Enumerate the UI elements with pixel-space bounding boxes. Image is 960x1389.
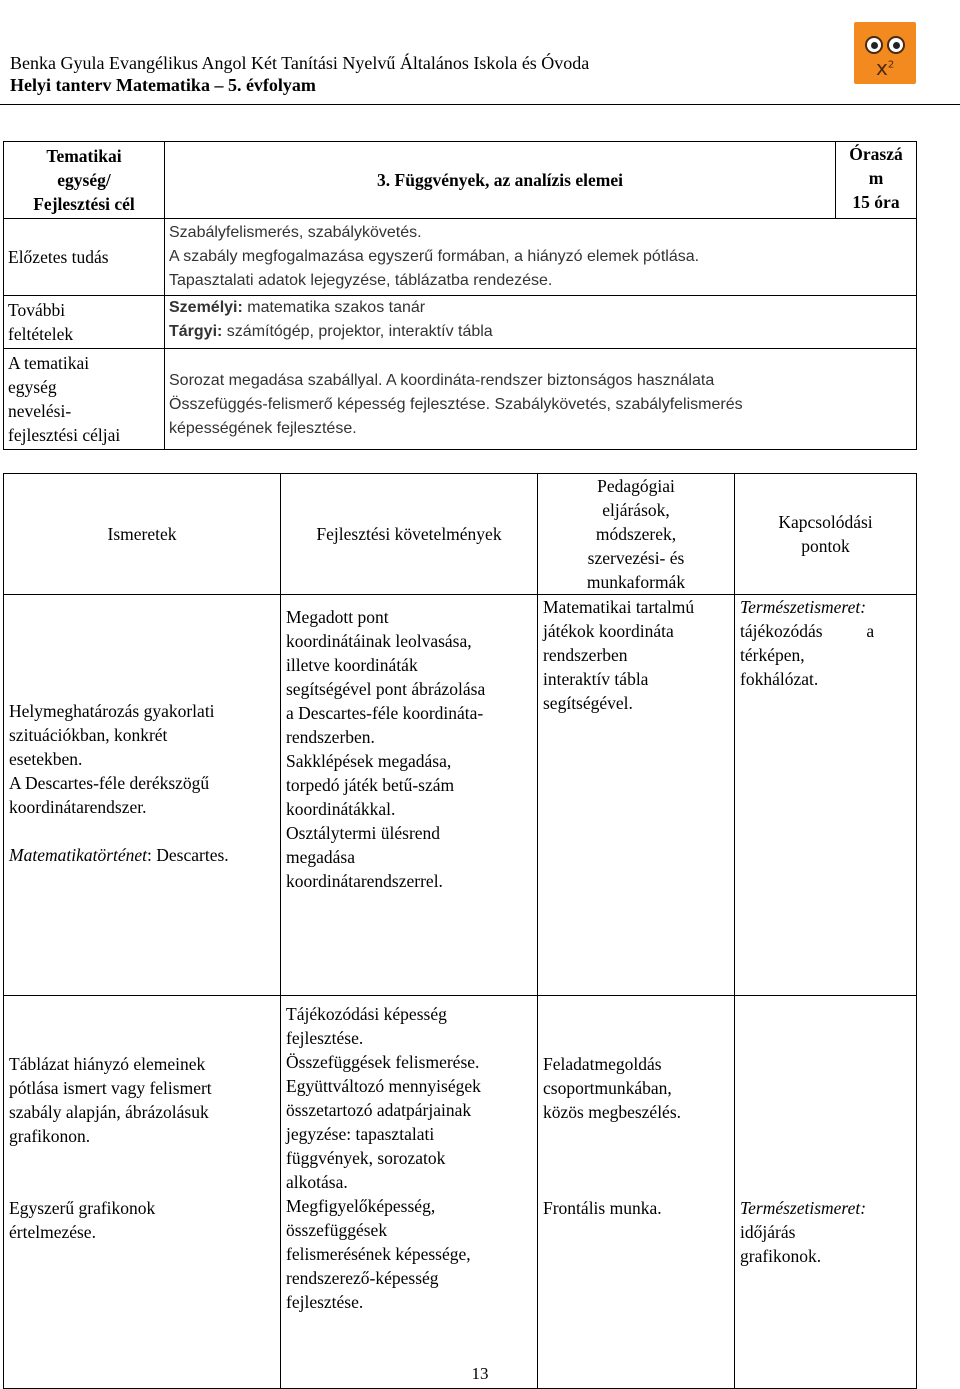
row1-links: Természetismeret: tájékozódás a térképen, fokhálózat.: [735, 595, 917, 996]
content-table: [3, 473, 917, 1389]
prior-knowledge-content: Szabályfelismerés, szabálykövetés. A szabály megfogalmazása egyszerű formában, a hiányzó elemek pótlása. Tapasztalati adatok lejegyzése, táblázatba rendezése.: [165, 219, 917, 296]
further-conditions-label: További feltételek: [4, 296, 165, 349]
curriculum-subtitle: Helyi tanterv Matematika – 5. évfolyam: [10, 75, 316, 95]
header-knowledge: Ismeretek: [4, 474, 281, 595]
school-name: Benka Gyula Evangélikus Angol Két Tanítási Nyelvű Általános Iskola és Óvoda: [10, 53, 590, 73]
row2-requirements: Tájékozódási képesség fejlesztése. Összefüggések felismerése. Együttváltozó mennyiségek összetartozó adatpárjainak jegyzése: tapasztalati függvények, sorozatok alkotása. Megfigyelőképesség, összefüggések felismerésének képessége, rendszerező-képesség fejlesztése.: [281, 996, 538, 1389]
row2-knowledge: Táblázat hiányzó elemeinek pótlása ismert vagy felismert szabály alapján, ábrázolásuk grafikonon. Egyszerű grafikonok értelmezése.: [4, 996, 281, 1389]
page-number: 13: [471, 1364, 489, 1383]
goals-content: Sorozat megadása szabállyal. A koordináta-rendszer biztonságos használata Összefüggés-felismerő képesség fejlesztése. Szabálykövetés, szabályfelismerés képességének fejlesztése.: [165, 349, 917, 450]
page-header: [10, 52, 840, 96]
row2-methods: Feladatmegoldás csoportmunkában, közös megbeszélés. Frontális munka.: [538, 996, 735, 1389]
unit-title: 3. Függvények, az analízis elemei: [165, 142, 836, 219]
row1-knowledge: Helymeghatározás gyakorlati szituációkban, konkrét esetekben. A Descartes-féle derékszögű koordinátarendszer. Matematikatörténet: Descartes.: [4, 595, 281, 996]
unit-overview-table: [3, 141, 917, 450]
owl-logo-icon: $x^2$: [854, 22, 916, 84]
hours-cell: Óraszá m 15 óra: [836, 142, 917, 219]
goals-label: A tematikai egység nevelési- fejlesztési céljai: [4, 349, 165, 450]
prior-knowledge-label: Előzetes tudás: [4, 219, 165, 296]
row2-links: Természetismeret: időjárás grafikonok.: [735, 996, 917, 1389]
header-methods: Pedagógiai eljárások, módszerek, szervezési- és munkaformák: [538, 474, 735, 595]
header-requirements: Fejlesztési követelmények: [281, 474, 538, 595]
unit-label-cell: Tematikai egység/ Fejlesztési cél: [4, 142, 165, 219]
header-divider: [0, 104, 960, 105]
row1-methods: Matematikai tartalmú játékok koordináta rendszerben interaktív tábla segítségével.: [538, 595, 735, 996]
row1-requirements: Megadott pont koordinátáinak leolvasása, illetve koordináták segítségével pont ábrázolása a Descartes-féle koordináta- rendszerben. Sakklépések megadása, torpedó játék betű-szám koordinátákkal. Osztálytermi ülésrend megadása koordinátarendszerrel.: [281, 595, 538, 996]
further-conditions-content: Személyi: matematika szakos tanár Tárgyi: számítógép, projektor, interaktív tábla: [165, 296, 917, 349]
header-links: Kapcsolódási pontok: [735, 474, 917, 595]
